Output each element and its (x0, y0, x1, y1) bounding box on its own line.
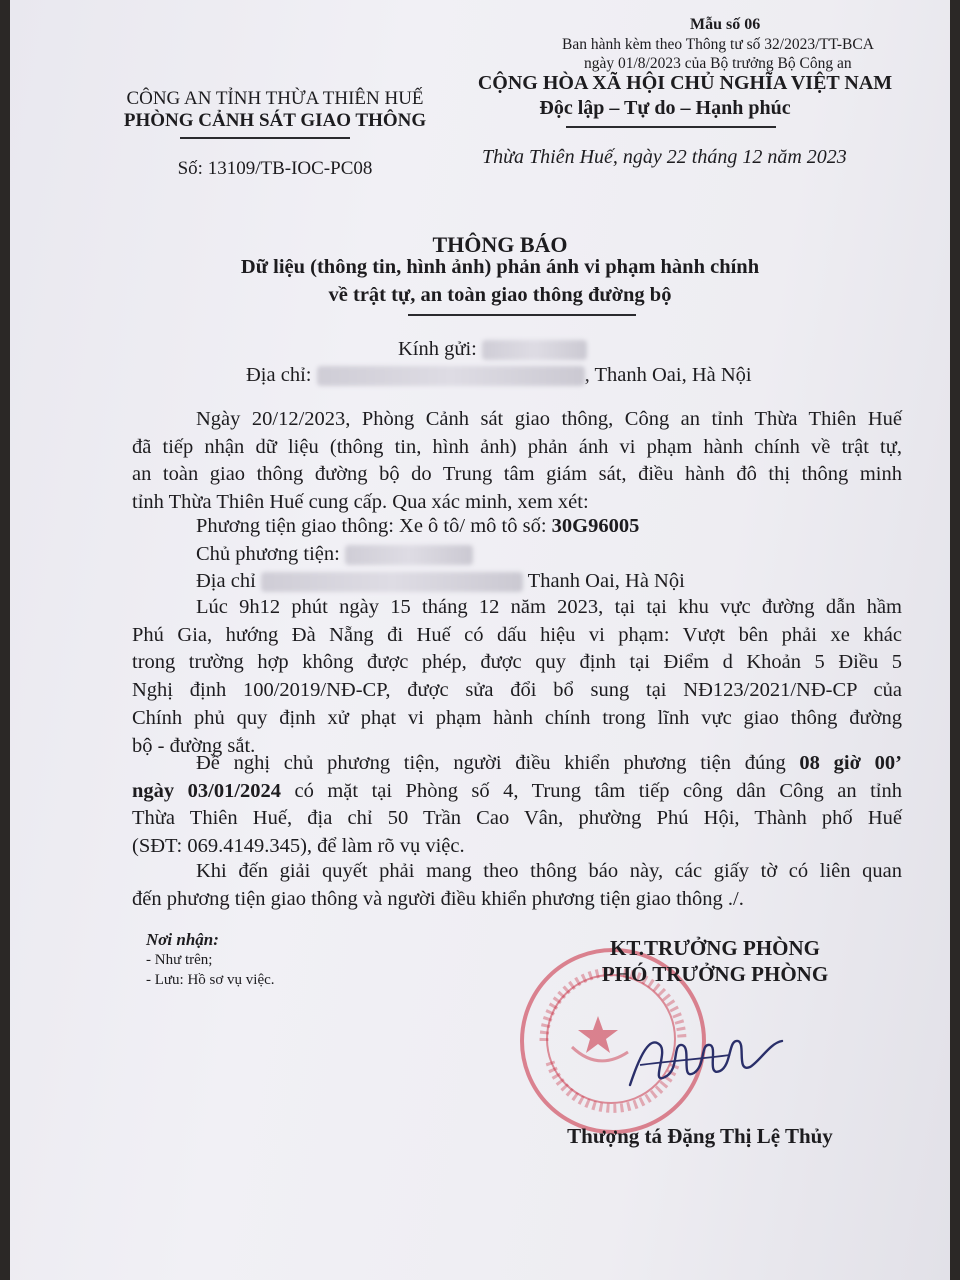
p3-line-3: Thừa Thiên Huế, địa chỉ 50 Trần Cao Vân, phường Phú Hội, Thành phố Huế (132, 807, 902, 830)
paragraph-4 (132, 858, 902, 913)
owner-label: Chủ phương tiện: (196, 543, 340, 565)
state-name: CỘNG HÒA XÃ HỘI CHỦ NGHĨA VIỆT NAM (477, 72, 893, 94)
document-subtitle-1: Dữ liệu (thông tin, hình ảnh) phản ánh vi phạm hành chính (240, 256, 760, 278)
owner-address-line (196, 570, 685, 593)
p2-line-3: trong trường hợp không được phép, được quy định tại Điểm d Khoản 5 Điều 5 (132, 651, 902, 674)
document-page (10, 0, 950, 1280)
handwritten-signature (610, 1015, 810, 1105)
state-motto: Độc lập – Tự do – Hạnh phúc (539, 97, 791, 119)
redacted-recipient-address (317, 366, 585, 386)
p1-line-4: tỉnh Thừa Thiên Huế cung cấp. Qua xác minh, xem xét: (132, 491, 589, 514)
place-date: Thừa Thiên Huế, ngày 22 tháng 12 năm 2023 (482, 146, 847, 168)
department-underline (180, 137, 350, 139)
document-subtitle-2: về trật tự, an toàn giao thông đường bộ (328, 284, 672, 306)
paragraph-1 (132, 406, 902, 517)
subtitle-underline (408, 314, 636, 316)
recipients-item-2: - Lưu: Hồ sơ vụ việc. (146, 972, 275, 988)
motto-underline (566, 126, 776, 128)
recipient-to (398, 338, 587, 361)
plate-number: 30G96005 (551, 515, 640, 537)
signature-title-1: KT.TRƯỞNG PHÒNG (610, 936, 820, 960)
paragraph-2 (132, 594, 902, 760)
owner-address-visible: Thanh Oai, Hà Nội (527, 570, 685, 592)
vehicle-label: Phương tiện giao thông: Xe ô tô/ mô tô số: (196, 515, 552, 537)
owner-address-label: Địa chỉ (196, 570, 256, 592)
p2-line-6: bộ - đường sắt. (132, 734, 256, 757)
issuer-department: PHÒNG CẢNH SÁT GIAO THÔNG (123, 110, 427, 131)
p2-line-2: Phú Gia, hướng Đà Nẵng đi Huế có dấu hiệu vi phạm: Vượt bên phải xe khác (132, 623, 902, 646)
p4-line-1: Khi đến giải quyết phải mang theo thông báo này, các giấy tờ có liên quan (196, 860, 902, 882)
document-title: THÔNG BÁO (432, 232, 568, 257)
redacted-owner-address (261, 572, 523, 592)
p2-line-4: Nghị định 100/2019/NĐ-CP, được sửa đổi bổ sung tại NĐ123/2021/NĐ-CP của (132, 679, 902, 702)
p2-line-5: Chính phủ quy định xử phạt vi phạm hành chính trong lĩnh vực giao thông đường (132, 706, 902, 729)
recipient-address-visible: , Thanh Oai, Hà Nội (584, 364, 752, 386)
p1-line-1: Ngày 20/12/2023, Phòng Cảnh sát giao thông, Công an tỉnh Thừa Thiên Huế (196, 408, 902, 430)
p3-line-2-text: có mặt tại Phòng số 4, Trung tâm tiếp công dân Công an tỉnh (281, 779, 902, 802)
appointment-date: ngày 03/01/2024 (132, 779, 282, 802)
p4-line-2: đến phương tiện giao thông và người điều khiển phương tiện giao thông ./. (132, 887, 744, 910)
recipient-to-label: Kính gửi: (398, 338, 477, 360)
recipient-address-label: Địa chỉ: (246, 364, 312, 386)
form-issued-line2: ngày 01/8/2023 của Bộ trưởng Bộ Công an (584, 55, 852, 72)
form-number: Mẫu số 06 (690, 16, 761, 33)
form-issued-line1: Ban hành kèm theo Thông tư số 32/2023/TT-BCA (562, 36, 874, 53)
p1-line-2: đã tiếp nhận dữ liệu (thông tin, hình ảnh) phản ánh vi phạm hành chính về trật tự, (132, 435, 902, 458)
signer-name: Thượng tá Đặng Thị Lệ Thủy (567, 1124, 833, 1148)
redacted-recipient-name (482, 340, 587, 360)
recipient-address (246, 364, 752, 387)
p2-line-1: Lúc 9h12 phút ngày 15 tháng 12 năm 2023, tại tại khu vực đường dẫn hầm (196, 596, 902, 618)
issuer-agency: CÔNG AN TỈNH THỪA THIÊN HUẾ (126, 88, 424, 109)
doc-number: Số: 13109/TB-IOC-PC08 (177, 158, 373, 179)
p3-line-1 (132, 750, 902, 778)
recipients-label: Nơi nhận: (146, 930, 219, 949)
redacted-owner-name (345, 545, 473, 565)
p3-line-1-text: Đề nghị chủ phương tiện, người điều khiển phương tiện đúng (196, 752, 800, 774)
paragraph-3 (132, 750, 902, 861)
p3-line-4: (SĐT: 069.4149.345), để làm rõ vụ việc. (132, 835, 465, 858)
p1-line-3: an toàn giao thông đường bộ do Trung tâm giám sát, điều hành đô thị thông minh (132, 463, 902, 486)
recipients-item-1: - Như trên; (146, 952, 213, 968)
signature-title-2: PHÓ TRƯỞNG PHÒNG (601, 962, 829, 986)
p3-line-2 (132, 778, 902, 806)
appointment-time: 08 giờ 00’ (799, 752, 902, 774)
owner-line (196, 543, 473, 566)
vehicle-line (196, 515, 639, 538)
